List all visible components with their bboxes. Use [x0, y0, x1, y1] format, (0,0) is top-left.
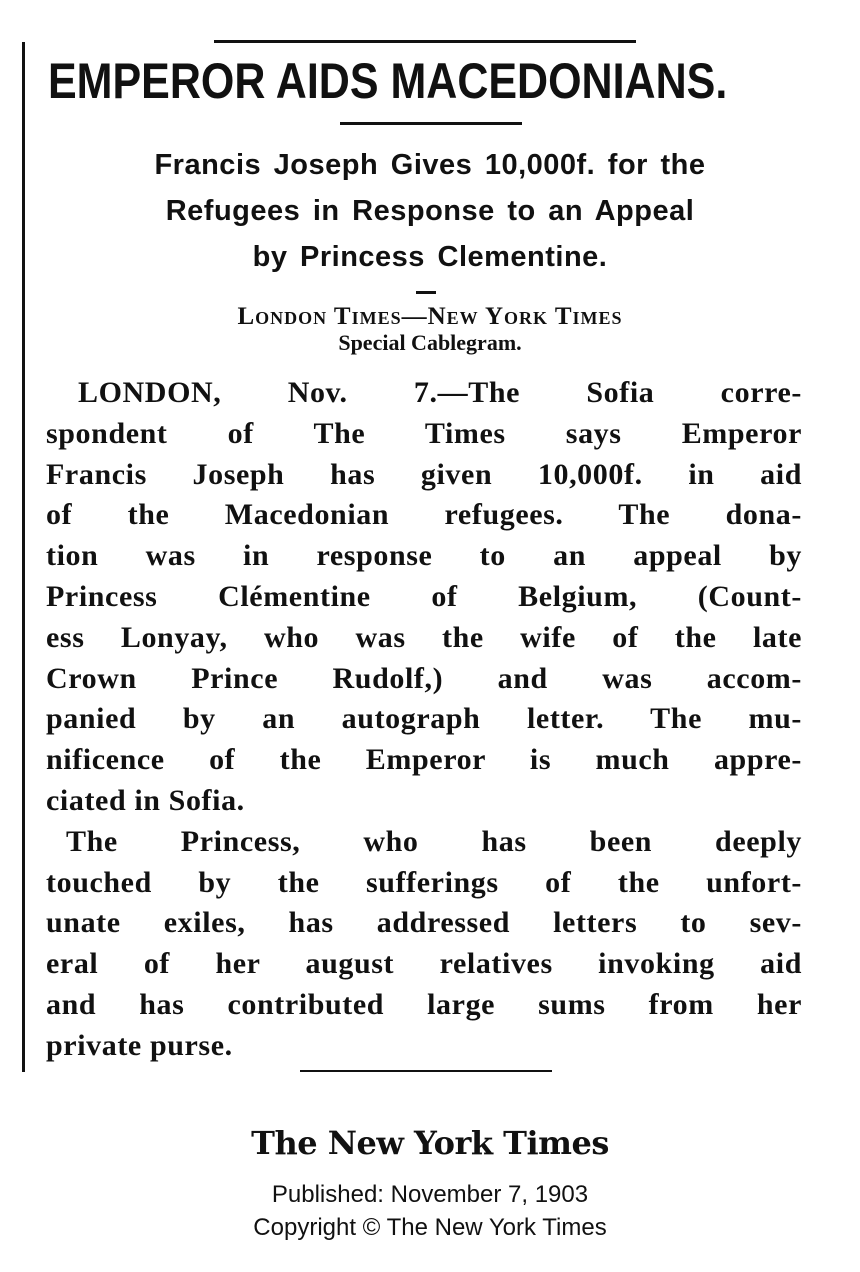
separator-dash	[416, 291, 436, 294]
text-line: spondent of The Times says Emperor	[46, 416, 802, 450]
text-line: The Princess, who has been deeply	[66, 824, 802, 858]
article-body	[46, 373, 802, 1067]
text-line: and has contributed large sums from her	[46, 987, 802, 1021]
top-rule	[214, 40, 636, 43]
text-line: Princess Clémentine of Belgium, (Count-	[46, 579, 802, 613]
headline: EMPEROR AIDS MACEDONIANS.	[48, 53, 728, 109]
text-line: unate exiles, has addressed letters to sev-	[46, 906, 802, 940]
text-line: ciated in Sofia.	[46, 783, 245, 817]
copyright-notice: Copyright © The New York Times	[253, 1214, 607, 1241]
text-line: private purse.	[46, 1028, 233, 1062]
deck-line: Refugees in Response to an Appeal	[165, 195, 695, 227]
deck-line: Francis Joseph Gives 10,000f. for the	[154, 149, 706, 181]
wire-source: London Times—New York Times	[237, 303, 623, 330]
source-credit	[30, 304, 830, 356]
text-line: touched by the sufferings of the unfort-	[46, 865, 802, 899]
dispatch-type: Special Cablegram.	[338, 330, 522, 355]
paragraph-2	[46, 822, 802, 1067]
publication-footer	[0, 1178, 860, 1244]
text-line: Francis Joseph has given 10,000f. in aid	[46, 457, 802, 491]
text-line: tion was in response to an appeal by	[46, 539, 802, 573]
deck-line: by Princess Clementine.	[252, 241, 608, 273]
column-rule	[22, 42, 25, 1072]
headline-underline-rule	[340, 122, 522, 125]
text-line: nificence of the Emperor is much appre-	[46, 743, 802, 777]
text-line: LONDON, Nov. 7.—The Sofia corre-	[78, 376, 802, 409]
nyt-logo: The New York Times	[251, 1124, 609, 1162]
text-line: panied by an autograph letter. The mu-	[46, 702, 802, 736]
text-line: eral of her august relatives invoking aid	[46, 947, 802, 981]
published-date: Published: November 7, 1903	[271, 1181, 589, 1208]
text-line: ess Lonyay, who was the wife of the late	[46, 620, 802, 654]
end-rule	[300, 1070, 552, 1072]
paragraph-1	[46, 373, 802, 822]
text-line: of the Macedonian refugees. The dona-	[46, 498, 802, 532]
text-line: Crown Prince Rudolf,) and was accom-	[46, 661, 802, 695]
subheadline-deck	[30, 142, 830, 280]
